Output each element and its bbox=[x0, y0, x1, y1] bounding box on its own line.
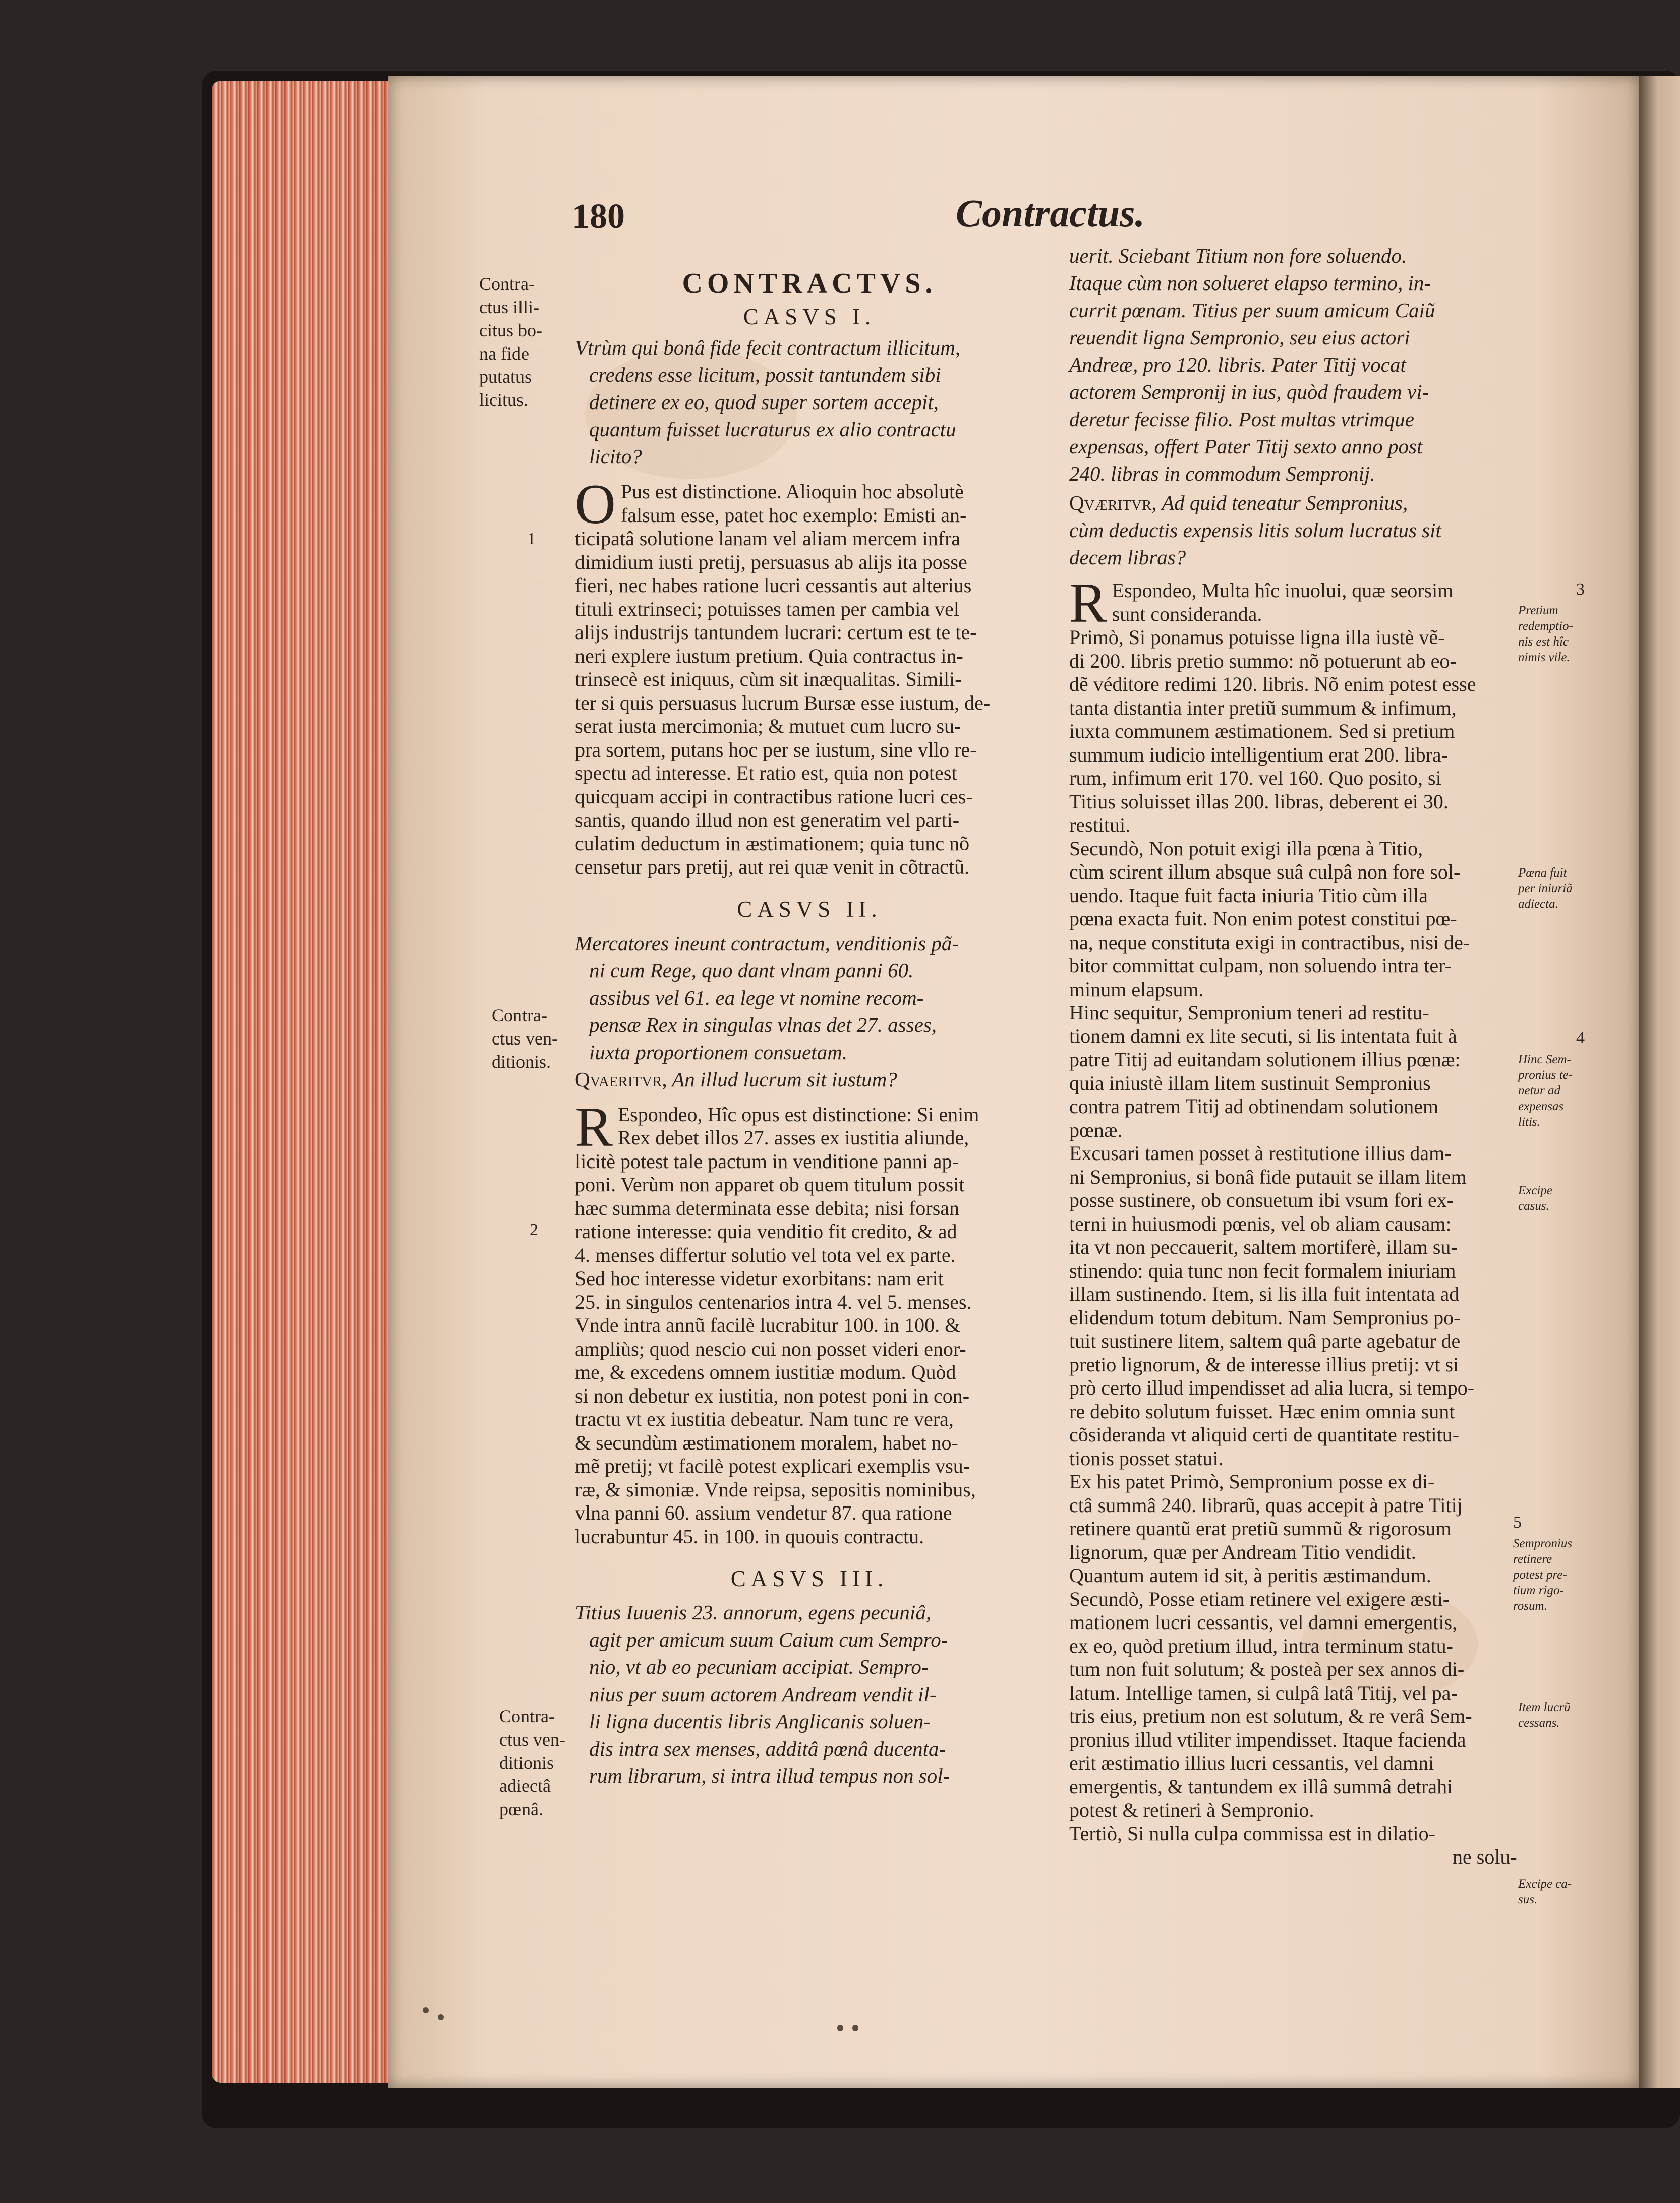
chapter-title: CONTRACTVS. bbox=[682, 268, 937, 299]
casus-3-continuation: uerit. Sciebant Titium non fore soluendo. Itaque cùm non solueret elapso termino, in- currit pœnam. Titius per suum amicum Caiũ reuendit ligna Sempronio, seu eius actori Andreæ, pro 120. libris. Pater Titij vocat actorem Sempronij in ius, quòd fraudem vi- deretur fecisse filio. Post multas vtrimque expensas, offert Pater Titij sexto anno post 240. libras in commodum Sempronij. bbox=[1069, 244, 1435, 485]
margin-number-5: 5 bbox=[1513, 1513, 1522, 1532]
right-column bbox=[1069, 242, 1517, 1869]
casus-3-question: Titius Iuuenis 23. annorum, egens pecuniâ, agit per amicum suum Caium cum Sempro- nio, vt ab eo pecuniam accipiat. Sempro- nius per suum actorem Andream vendit il- li ligna ducentis libris Anglicanis soluen- dis intra sex menses, additâ pœnâ ducenta- rum librarum, si intra illud tempus non sol- bbox=[575, 1601, 950, 1787]
casus-1-question: Vtrùm qui bonâ fide fecit contractum illicitum, credens esse licitum, possit tantundem sibi detinere ex eo, quod super sortem accepit, quantum fuisset lucraturus ex alio contractu licito? bbox=[575, 336, 961, 468]
print-mark bbox=[852, 2025, 858, 2031]
casus-2-question: Mercatores ineunt contractum, venditionis pã- ni cum Rege, quo dant vlnam panni 60. assibus vel 61. ea lege vt nomine recom- pensæ Rex in singulas vlnas det 27. asses, iuxta proportionem consuetam. bbox=[575, 931, 959, 1064]
margin-note-right-excipe-2: Excipe ca- sus. bbox=[1518, 1877, 1572, 1906]
dropcap: R bbox=[1069, 572, 1107, 634]
casus-2-heading: CASVS II. bbox=[737, 896, 882, 922]
print-mark bbox=[438, 2014, 444, 2020]
casus-3-answer: R Espondeo, Multa hîc inuolui, quæ seorsim sunt consideranda. Primò, Si ponamus potuisse ligna illa iustè vẽ- di 200. libris pretio summo: nõ potuerunt ab eo- dẽ véditore redimi 120. libris. Nõ enim potest esse tanta distantia inter pretiũ summum & infimum, iuxta communem æstimationem. Sed si pretium summum iudicio intelligentium erat 200. libra- rum, infimum erit 170. vel 160. Quo posito, si Titius soluisset illas 200. libras, deberent ei 30. restitui. Secundò, Non potuit exigi illa pœna à Titio, cùm scirent illum absque suâ culpâ non fore sol- uendo. Itaque fuit facta iniuria Titio cùm illa pœna exacta fuit. Non enim potest constitui pœ- na, neque constituta exigi in contractibus, nisi de- bitor committat culpam, non soluendo intra ter- minum elapsum. Hinc sequitur, Sempronium teneri ad restitu- tionem damni ex lite secuti, si lis intentata fuit à patre Titij ad euitandam solutionem illius pœnæ: quia iniustè illam litem sustinuit Sempronius contra patrem Titij ad obtinendam solutionem pœnæ. Excusari tamen posset à restitutione illius dam- ni Sempronius, si bonâ fide putauit se illam litem posse sustinere, ob consuetum ibi vsum fori ex- terni in huiusmodi pœnis, vel ob aliam causam: ita vt non peccauerit, saltem mortiferè, illam su- stinendo: quia tunc non fecit formalem iniuriam illam sustinendo. Item, si lis illa fuit intentata ad elidendum totum debitum. Nam Sempronius po- tuit sustinere litem, saltem quâ parte agebatur de pretio lignorum, & de interesse illius pretij: vt si prò certo illud impendisset ad alia lucra, si tempo- re debito solutum fuisset. Hæc enim omnia sunt cõsideranda vt aliquid certi de quantitate restitu- tionis posset statui. Ex his patet Primò, Sempronium posse ex di- ctâ summâ 240. librarũ, quas accepit à patre Titij retinere quantũ erat pretiũ summũ & rigorosum lignorum, quæ per Andream Titio vendidit. Quantum autem id sit, à peritis æstimandum. Secundò, Posse etiam retinere vel exigere æsti- mationem lucri cessantis, vel damni emergentis, ex eo, quòd pretium illud, intra terminum statu- tum non fuit solutum; & posteà per sex annos di- latum. Intellige tamen, si culpâ latâ Titij, vel pa- tris eius, pretium non est solutum, & re verâ Sem- pronius illud vtiliter impendisset. Itaque facienda erit æstimatio illius lucri cessantis, vel damni emergentis, & tantundem ex illâ summâ detrahi potest & retineri à Sempronio. Tertiò, Si nulla culpa commissa est in dilatio- ne solu- bbox=[1069, 572, 1517, 1868]
margin-note-right-3: Pretium redemptio- nis est hîc nimis vile. bbox=[1518, 604, 1573, 664]
margin-note-right-poena: Pœna fuit per iniuriã adiecta. bbox=[1518, 866, 1573, 911]
dropcap: O bbox=[575, 473, 616, 536]
facing-page-edge bbox=[1639, 76, 1680, 2088]
margin-note-right-5: Sempronius retinere potest pre- tium rigo- rosum. bbox=[1513, 1537, 1573, 1613]
casus-2-quaeritur: Qvaeritvr, An illud lucrum sit iustum? bbox=[575, 1067, 897, 1091]
print-mark bbox=[423, 2007, 429, 2013]
running-head: Contractus. bbox=[956, 191, 1145, 235]
margin-note-right-item: Item lucrũ cessans. bbox=[1518, 1701, 1571, 1730]
margin-note-left-2: Contra- ctus ven- ditionis. bbox=[492, 1005, 558, 1072]
margin-note-right-excipe: Excipe casus. bbox=[1518, 1184, 1553, 1213]
casus-3-quaeritur: Qværitvr, Ad quid teneatur Sempronius, cùm deductis expensis litis solum lucratus sit decem libras? bbox=[1069, 491, 1441, 569]
margin-number-2: 2 bbox=[530, 1221, 538, 1239]
casus-1-answer: O Pus est distinctione. Alioquin hoc absolutè falsum esse, patet hoc exemplo: Emisti an- ticipatâ solutione lanam vel aliam mercem infra dimidium iusti pretij, persuasus ab alijs ita posse fieri, nec habes ratione lucri cessantis aut alterius tituli extrinseci; potuisses tamen per cambia vel alijs industrijs tantundem lucrari: certum est te te- neri explere iustum pretium. Quia contractus in- trinsecè est iniquus, cùm sit inæqualitas. Simili- ter si quis persuasus lucrum Bursæ esse iustum, de- serat iusta mercimonia; & mutuet cum lucro su- pra sortem, putans hoc per se iustum, sine vllo re- spectu ad interesse. Et ratio est, quia non potest quicquam accipi in contractibus ratione lucri ces- santis, quando illud non est generatim vel parti- culatim deductum in æstimationem; quia tunc nõ censetur pars pretij, aut rei quæ venit in cõtractũ. bbox=[575, 473, 991, 878]
margin-number-4: 4 bbox=[1576, 1029, 1585, 1048]
margin-number-3: 3 bbox=[1576, 580, 1585, 599]
casus-3-heading: CASVS III. bbox=[730, 1566, 889, 1591]
margin-note-left-1: Contra- ctus illi- citus bo- na fide putatus licitus. bbox=[479, 274, 542, 410]
margin-note-left-3: Contra- ctus ven- ditionis adiectâ pœnâ. bbox=[499, 1706, 565, 1819]
casus-2-answer: R Espondeo, Hîc opus est distinctione: Si enim Rex debet illos 27. asses ex iustitia aliunde, licitè potest tale pactum in venditione panni ap- poni. Verùm non apparet ob quem titulum possit hæc summa determinata esse debita; nisi forsan ratione interesse: quia venditio fit credito, & ad 4. menses differtur solutio vel tota vel ex parte. Sed hoc interesse videtur exorbitans: nam erit 25. in singulos centenarios intra 4. vel 5. menses. Vnde intra annũ facilè lucrabitur 100. in 100. & ampliùs; quod nescio cui non posset videri enor- me, & excedens omnem iustitiæ modum. Quòd si non debetur ex iustitia, non potest poni in con- tractu vt ex iustitia debeatur. Nam tunc re vera, & secundùm æstimationem moralem, habet no- mẽ pretij; vt facilè potest explicari exemplis vsu- ræ, & simoniæ. Vnde reipsa, sepositis nominibus, vlna panni 60. assium vendetur 87. qua ratione lucrabuntur 45. in 100. in quouis contractu. bbox=[575, 1095, 979, 1548]
page-edges bbox=[212, 81, 398, 2083]
margin-number-1: 1 bbox=[527, 530, 536, 548]
casus-1-heading: CASVS I. bbox=[743, 304, 876, 329]
page-number: 180 bbox=[572, 197, 625, 236]
dropcap: R bbox=[575, 1095, 613, 1158]
left-column bbox=[575, 267, 1044, 1789]
print-mark bbox=[837, 2025, 843, 2031]
margin-note-right-4: Hinc Sem- pronius te- netur ad expensas litis. bbox=[1518, 1053, 1573, 1129]
